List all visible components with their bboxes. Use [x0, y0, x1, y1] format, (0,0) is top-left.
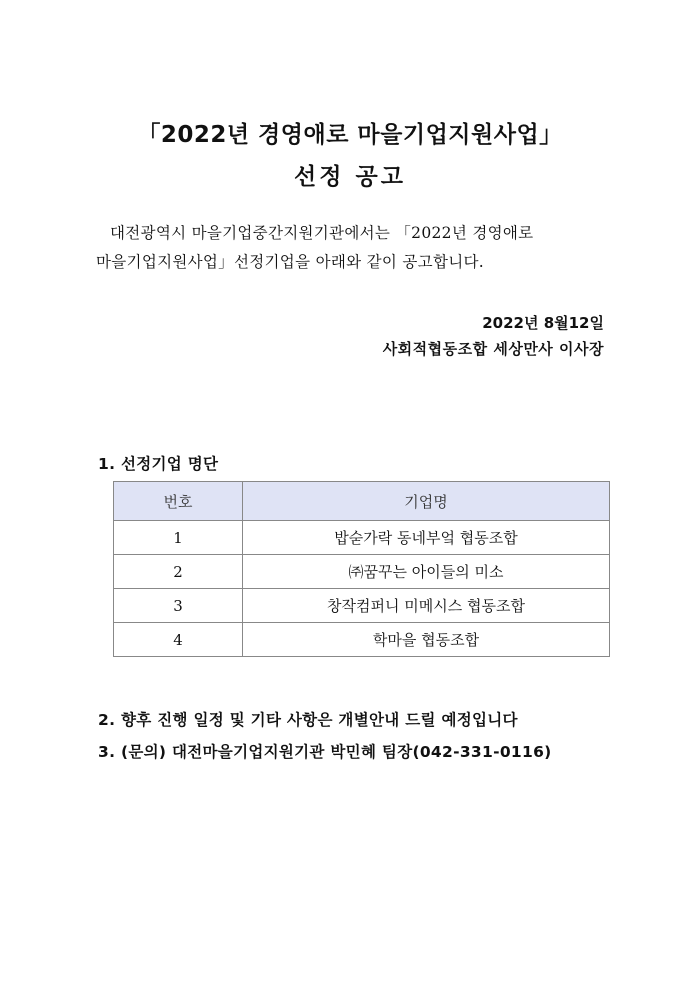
- company-name: 학마을 협동조합: [243, 623, 610, 657]
- company-name: ㈜꿈꾸는 아이들의 미소: [243, 555, 610, 589]
- page-title: 「2022년 경영애로 마을기업지원사업」: [137, 122, 563, 148]
- page-subtitle: 선정 공고: [294, 164, 406, 190]
- intro-line-1: 대전광역시 마을기업중간지원기관에서는 「2022년 경영애로: [110, 224, 534, 242]
- row-number: 4: [114, 623, 243, 657]
- table-row: [114, 623, 610, 657]
- company-name: 창작컴퍼니 미메시스 협동조합: [243, 589, 610, 623]
- row-number: 1: [114, 521, 243, 555]
- table-row: [114, 589, 610, 623]
- section-3-contact: 3. (문의) 대전마을기업지원기관 박민혜 팀장(042-331-0116): [98, 743, 552, 761]
- selected-companies-table: [113, 481, 610, 657]
- table-row: [114, 555, 610, 589]
- section-2-notice: 2. 향후 진행 일정 및 기타 사항은 개별안내 드릴 예정입니다: [98, 711, 518, 729]
- table-header-row: [114, 482, 610, 521]
- row-number: 2: [114, 555, 243, 589]
- header-number: 번호: [114, 482, 243, 521]
- section-1-heading: 1. 선정기업 명단: [98, 455, 219, 473]
- table-row: [114, 521, 610, 555]
- signer: 사회적협동조합 세상만사 이사장: [382, 340, 604, 358]
- row-number: 3: [114, 589, 243, 623]
- company-name: 밥숟가락 동네부엌 협동조합: [243, 521, 610, 555]
- header-company-name: 기업명: [243, 482, 610, 521]
- announcement-date: 2022년 8월12일: [482, 314, 604, 332]
- intro-line-2: 마을기업지원사업」선정기업을 아래와 같이 공고합니다.: [96, 253, 484, 271]
